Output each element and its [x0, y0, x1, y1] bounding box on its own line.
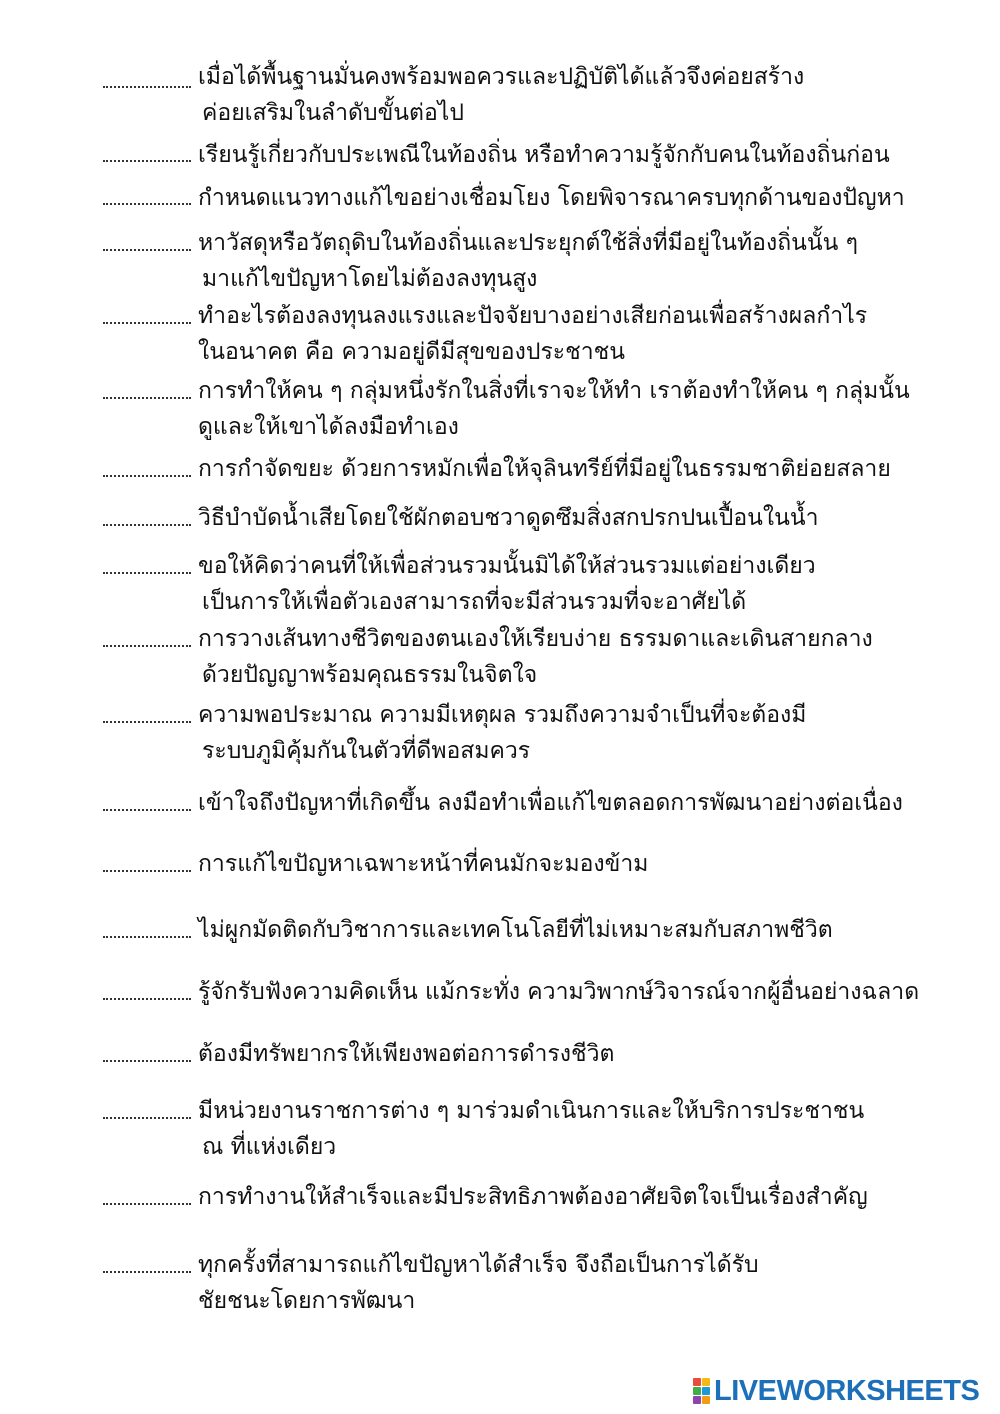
item-1-text: เมื่อได้พื้นฐานมั่นคงพร้อมพอควรและปฏิบัติได้แล้วจึงค่อยสร้าง ค่อยเสริมในลำดับขั้นต่อไป [198, 64, 805, 126]
logo-square-6 [702, 1396, 710, 1404]
answer-blank-8[interactable] [103, 524, 191, 526]
item-4-text: หาวัสดุหรือวัตถุดิบในท้องถิ่นและประยุกต์ใช้สิ่งที่มีอยู่ในท้องถิ่นนั้น ๆ มาแก้ไขปัญหาโดยไม่ต้องลงทุนสูง [198, 230, 858, 292]
answer-blank-17[interactable] [103, 1117, 191, 1119]
item-3-text: กำหนดแนวทางแก้ไขอย่างเชื่อมโยง โดยพิจารณาครบทุกด้านของปัญหา [198, 185, 905, 211]
answer-blank-1[interactable] [103, 86, 191, 88]
liveworksheets-logo [693, 1376, 979, 1406]
item-2-text: เรียนรู้เกี่ยวกับประเพณีในท้องถิ่น หรือทำความรู้จักกับคนในท้องถิ่นก่อน [198, 142, 890, 168]
logo-square-3 [693, 1387, 701, 1395]
item-10-text: การวางเส้นทางชีวิตของตนเองให้เรียบง่าย ธรรมดาและเดินสายกลาง ด้วยปัญญาพร้อมคุณธรรมในจิตใจ [198, 626, 873, 688]
item-16-text: ต้องมีทรัพยากรให้เพียงพอต่อการดำรงชีวิต [198, 1041, 615, 1067]
answer-blank-7[interactable] [103, 475, 191, 477]
item-8-text: วิธีบำบัดน้ำเสียโดยใช้ผักตอบชวาดูดซึมสิ่งสกปรกปนเปื้อนในน้ำ [198, 505, 819, 531]
item-17-text: มีหน่วยงานราชการต่าง ๆ มาร่วมดำเนินการและให้บริการประชาชน ณ ที่แห่งเดียว [198, 1098, 865, 1160]
item-12-text: เข้าใจถึงปัญหาที่เกิดขึ้น ลงมือทำเพื่อแก้ไขตลอดการพัฒนาอย่างต่อเนื่อง [198, 790, 903, 816]
item-18-text: การทำงานให้สำเร็จและมีประสิทธิภาพต้องอาศัยจิตใจเป็นเรื่องสำคัญ [198, 1184, 868, 1210]
answer-blank-13[interactable] [103, 870, 191, 872]
answer-blank-3[interactable] [103, 203, 191, 205]
item-9-text: ขอให้คิดว่าคนที่ให้เพื่อส่วนรวมนั้นมิได้ให้ส่วนรวมแต่อย่างเดียว เป็นการให้เพื่อตัวเองสามารถที่จะมีส่วนรวมที่จะอาศัยได้ [198, 553, 816, 615]
answer-blank-15[interactable] [103, 998, 191, 1000]
answer-blank-2[interactable] [103, 160, 191, 162]
answer-blank-5[interactable] [103, 322, 191, 324]
answer-blank-4[interactable] [103, 249, 191, 251]
item-13-text: การแก้ไขปัญหาเฉพาะหน้าที่คนมักจะมองข้าม [198, 851, 649, 877]
item-5-text: ทำอะไรต้องลงทุนลงแรงและปัจจัยบางอย่างเสียก่อนเพื่อสร้างผลกำไร ในอนาคต คือ ความอยู่ดีมีสุขของประชาชน [198, 303, 868, 365]
logo-square-5 [693, 1396, 701, 1404]
answer-blank-9[interactable] [103, 572, 191, 574]
item-14-text: ไม่ผูกมัดติดกับวิชาการและเทคโนโลยีที่ไม่เหมาะสมกับสภาพชีวิต [198, 917, 833, 943]
answer-blank-14[interactable] [103, 936, 191, 938]
item-6-text: การทำให้คน ๆ กลุ่มหนึ่งรักในสิ่งที่เราจะให้ทำ เราต้องทำให้คน ๆ กลุ่มนั้น ดูและให้เขาได้ลงมือทำเอง [198, 378, 910, 440]
answer-blank-19[interactable] [103, 1271, 191, 1273]
item-15-text: รู้จักรับฟังความคิดเห็น แม้กระทั่ง ความวิพากษ์วิจารณ์จากผู้อื่นอย่างฉลาด [198, 979, 920, 1005]
liveworksheets-mark-icon [693, 1378, 711, 1404]
answer-blank-6[interactable] [103, 397, 191, 399]
answer-blank-12[interactable] [103, 809, 191, 811]
item-7-text: การกำจัดขยะ ด้วยการหมักเพื่อให้จุลินทรีย์ที่มีอยู่ในธรรมชาติย่อยสลาย [198, 456, 891, 482]
logo-square-4 [702, 1387, 710, 1395]
answer-blank-18[interactable] [103, 1203, 191, 1205]
answer-blank-16[interactable] [103, 1060, 191, 1062]
item-11-text: ความพอประมาณ ความมีเหตุผล รวมถึงความจำเป็นที่จะต้องมี ระบบภูมิคุ้มกันในตัวที่ดีพอสมควร [198, 702, 807, 764]
item-19-text: ทุกครั้งที่สามารถแก้ไขปัญหาได้สำเร็จ จึงถือเป็นการได้รับ ชัยชนะโดยการพัฒนา [198, 1252, 759, 1314]
answer-blank-11[interactable] [103, 721, 191, 723]
answer-blank-10[interactable] [103, 645, 191, 647]
brand-name: LIVEWORKSHEETS [714, 1374, 980, 1407]
logo-square-1 [693, 1378, 701, 1386]
logo-square-2 [702, 1378, 710, 1386]
